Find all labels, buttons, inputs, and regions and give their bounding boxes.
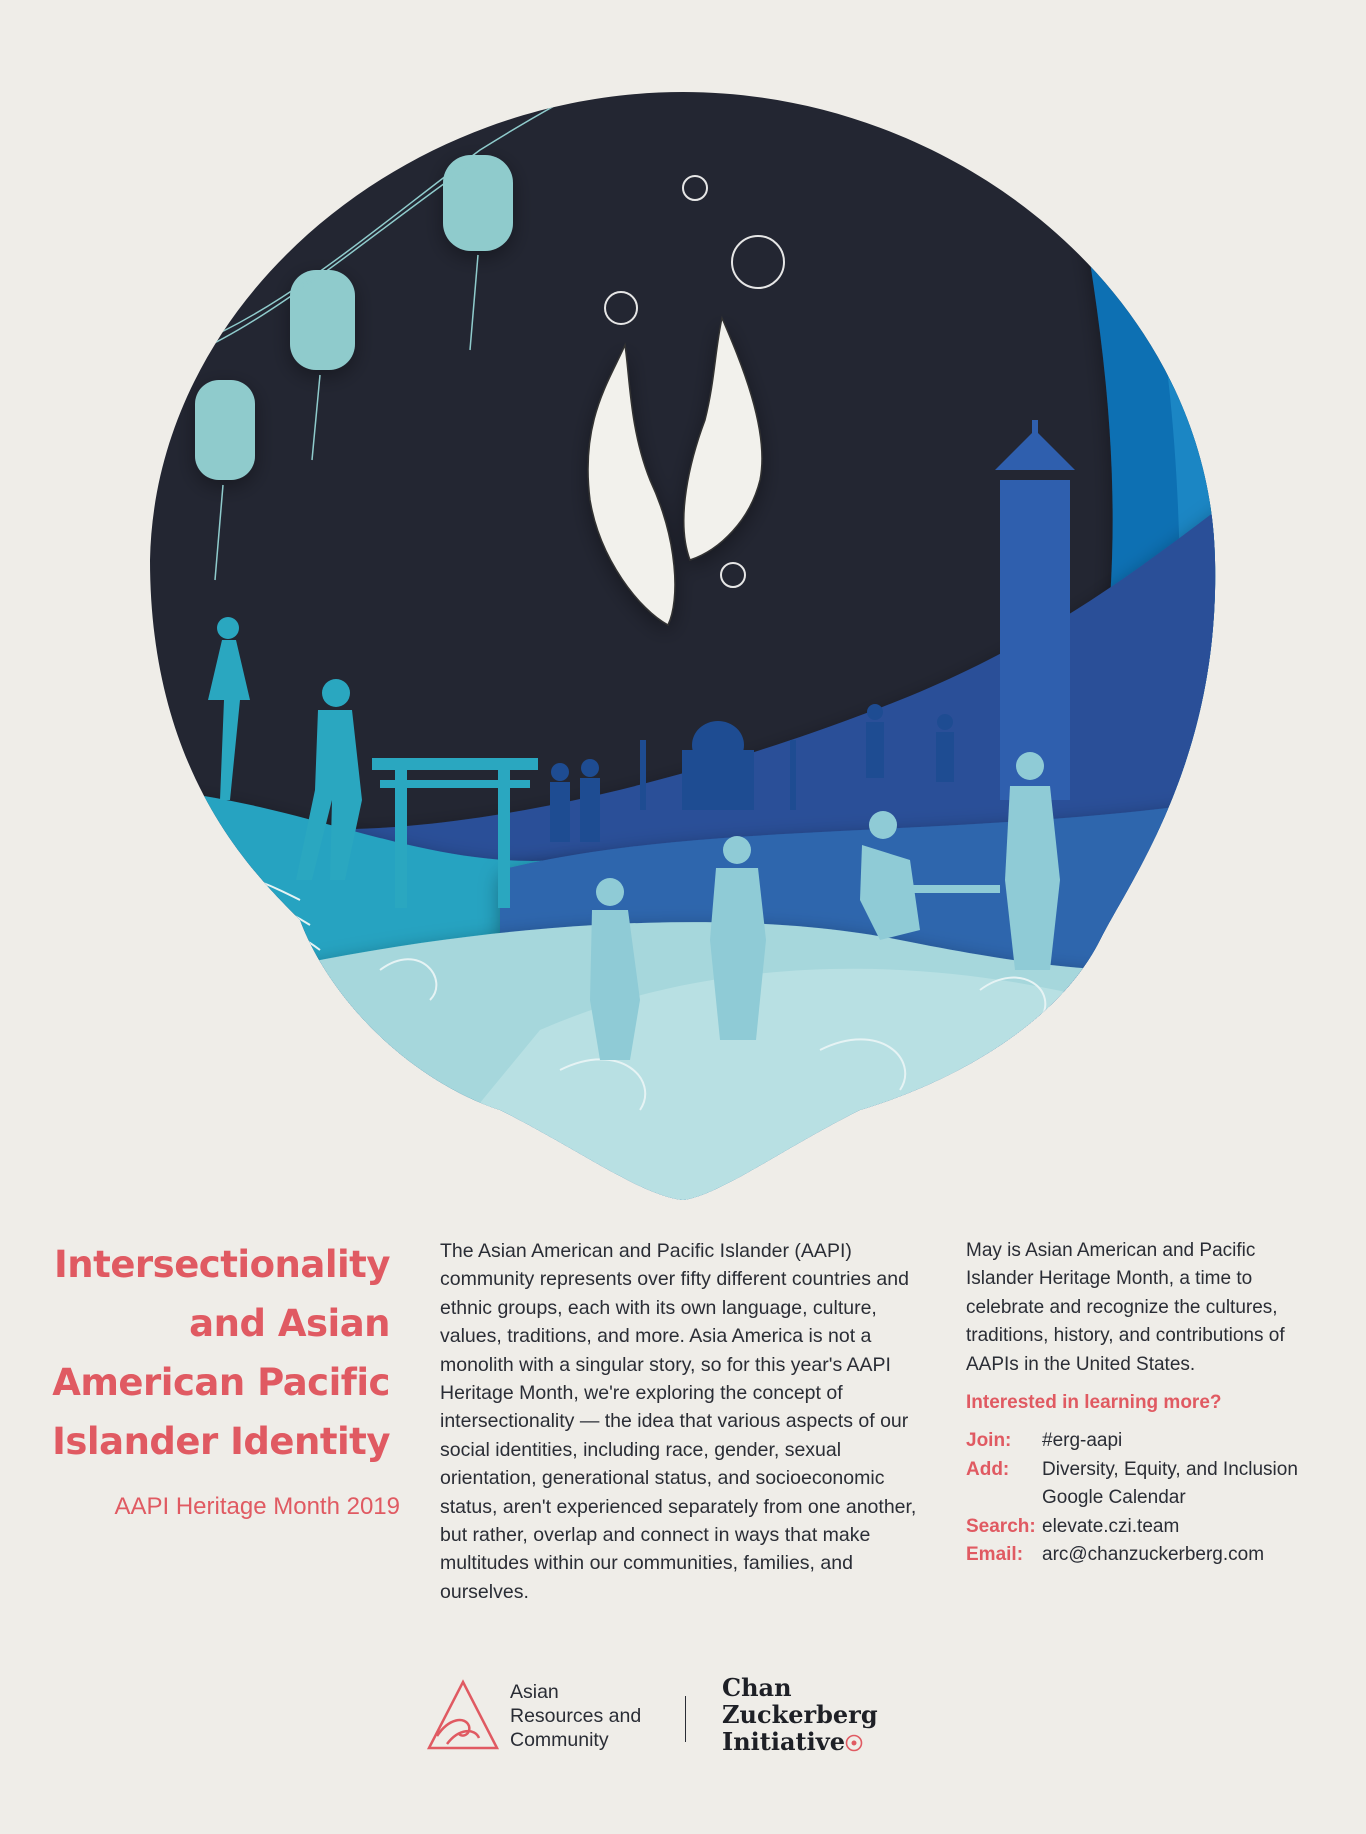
arc-line: Resources and (510, 1705, 642, 1727)
info-key: Add: (966, 1458, 1010, 1480)
page-subtitle: AAPI Heritage Month 2019 (114, 1493, 400, 1520)
czi-line: Zuckerberg (722, 1700, 878, 1729)
arc-logo-icon (425, 1678, 501, 1754)
arc-line: Asian (510, 1681, 559, 1703)
logo-divider (685, 1696, 686, 1742)
czi-seal-icon (845, 1734, 863, 1752)
page-title: Intersectionality and Asian American Pacific Islander Identity (52, 1243, 390, 1463)
footer-logos (425, 1670, 885, 1770)
info-row-search (966, 1513, 1326, 1541)
arc-logo-text (510, 1680, 641, 1752)
info-row-add (966, 1456, 1326, 1513)
info-key: Join: (966, 1430, 1012, 1452)
czi-line: Initiative (722, 1727, 845, 1756)
info-value-email[interactable]: arc@chanzuckerberg.com (1042, 1544, 1265, 1566)
info-value-search[interactable]: elevate.czi.team (1042, 1515, 1180, 1537)
info-intro: May is Asian American and Pacific Islander Heritage Month, a time to celebrate and recognize the cultures, traditions, history, and contributions of AAPIs in the United States. (966, 1240, 1285, 1375)
info-key: Email: (966, 1544, 1024, 1566)
info-cta: Interested in learning more? (966, 1392, 1222, 1414)
info-row-join (966, 1427, 1326, 1455)
info-panel (966, 1237, 1326, 1569)
arc-line: Community (510, 1729, 609, 1751)
info-key: Search: (966, 1515, 1036, 1537)
info-value-add[interactable]: Diversity, Equity, and Inclusion Google Calendar (1042, 1458, 1298, 1509)
info-row-email (966, 1541, 1326, 1569)
info-table (966, 1427, 1326, 1569)
body-paragraph: The Asian American and Pacific Islander (AAPI) community represents over fifty different countries and ethnic groups, each with its own language, culture, values, traditions, and more. Asia America is not a monolith with a singular story, so for this year's AAPI Heritage Month, we're exploring the concept of intersectionality — the idea that various aspects of our social identities, including race, gender, sexual orientation, generational status, and socioeconomic status, aren't experienced separately from one another, but rather, overlap and connect in ways that make multitudes within our communities, families, and ourselves. (440, 1240, 917, 1603)
info-value-join[interactable]: #erg-aapi (1042, 1430, 1123, 1452)
czi-line: Chan (722, 1673, 792, 1702)
